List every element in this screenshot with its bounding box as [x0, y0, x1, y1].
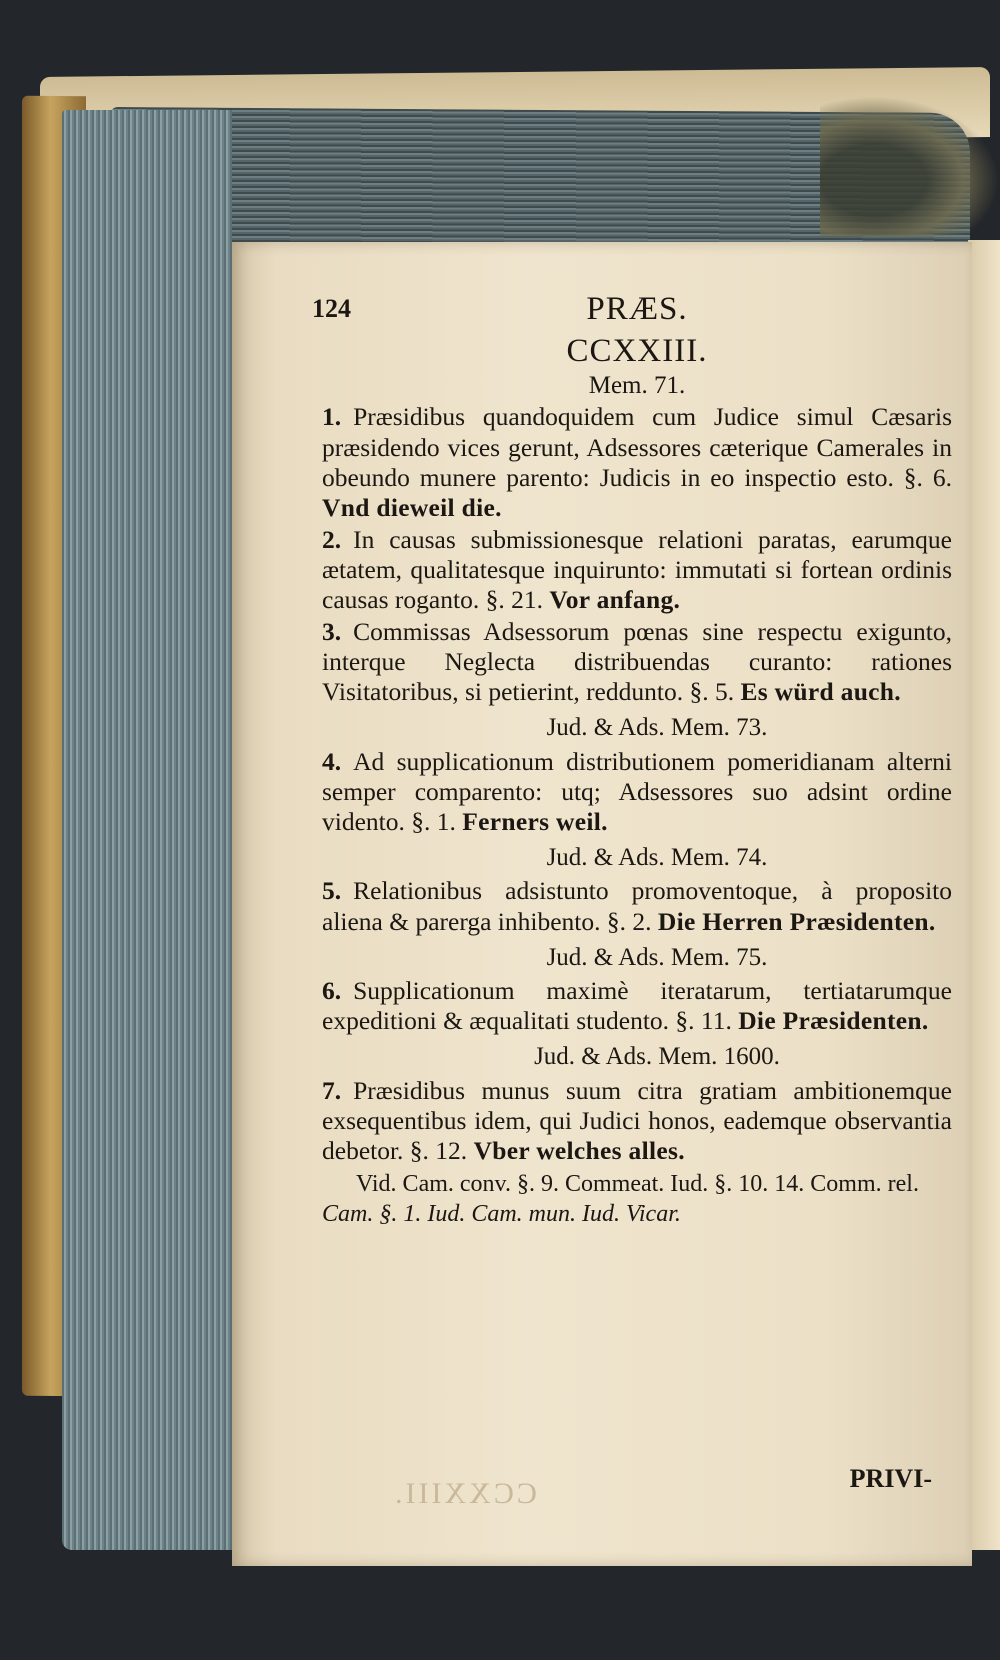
paragraph-german: Ferners weil. [462, 806, 608, 836]
paragraph-german: Vor anfang. [549, 584, 681, 614]
paragraph-number: 6. [322, 976, 342, 1006]
paragraph-1 [322, 402, 952, 522]
page-text [312, 288, 952, 1510]
paragraph-latin: Relationibus adsistunto promoventoque, à proposito aliena & parerga inhibento. §. 2. [322, 876, 952, 936]
paragraph-german: Es würd auch. [740, 677, 901, 707]
paragraph-number: 4. [322, 746, 342, 776]
paragraph-german: Vnd dieweil die. [322, 492, 502, 522]
paragraph-number: 2. [322, 524, 342, 554]
paragraph-4 [322, 747, 952, 837]
catchword: PRIVI- [849, 1464, 932, 1493]
paragraph-number: 1. [322, 402, 342, 432]
memo-reference: Mem. 71. [588, 371, 686, 399]
reference-heading: Jud. & Ads. Mem. 73. [546, 714, 768, 742]
page-edge [62, 110, 232, 1550]
page-number: 124 [312, 294, 351, 323]
see-also-line-continued: Cam. §. 1. Iud. Cam. mun. Iud. Vicar. [322, 1201, 681, 1228]
paragraph-latin: Supplicationum maximè iteratarum, tertiatarumque expeditioni & æqualitati studento. §. 11. [322, 976, 952, 1036]
paragraph-5 [322, 876, 952, 936]
facing-page-edge [968, 240, 1000, 1550]
paragraph-latin: Præsidibus munus suum citra gratiam ambitionemque exsequentibus idem, qui Judici honos, eademque observantia debetor. §. 12. [322, 1075, 952, 1165]
running-head: PRÆS. [586, 291, 688, 327]
paragraph-2 [322, 525, 952, 615]
page-header [312, 288, 952, 328]
paragraph-3 [322, 617, 952, 707]
ribbon-marker [820, 96, 1000, 236]
reference-heading: Jud. & Ads. Mem. 75. [546, 943, 768, 971]
paragraph-german: Die Præsidenten. [738, 1006, 929, 1036]
see-also-line: Vid. Cam. conv. §. 9. Commeat. Iud. §. 10. 14. Comm. rel. [356, 1171, 919, 1197]
reference-heading: Jud. & Ads. Mem. 1600. [534, 1043, 780, 1071]
section-title: CCXXIII. [566, 333, 708, 369]
paragraph-7 [322, 1076, 952, 1166]
reference-heading: Jud. & Ads. Mem. 74. [546, 843, 768, 871]
paragraph-number: 7. [322, 1075, 342, 1105]
paragraph-latin: Præsidibus quandoquidem cum Judice simul Cæsaris præsidendo vices gerunt, Adsessores cæterique Camerales in obeundo munere parento: Judicis in eo inspectio esto. §. 6. [322, 402, 952, 492]
paragraph-6 [322, 976, 952, 1036]
paragraph-latin: Commissas Adsessorum pœnas sine respectu exigunto, interque Neglecta distribuendas curanto: rationes Visitatoribus, si petierint, reddunto. §. 5. [322, 616, 952, 707]
paragraph-german: Die Herren Præsidenten. [657, 906, 936, 936]
paragraph-number: 3. [322, 616, 342, 646]
bleed-through-text: CCXXIII. [392, 1477, 537, 1510]
paragraph-latin: Ad supplicationum distributionem pomeridianam alterni semper comparento: utq; Adsessores suo adsint ordine vidento. §. 1. [322, 746, 952, 836]
paragraph-number: 5. [322, 876, 342, 906]
printed-page [232, 242, 972, 1566]
paragraph-german: Vber welches alles. [473, 1135, 685, 1165]
paragraph-latin: In causas submissionesque relationi paratas, earumque ætatem, qualitatesque inquirunto: immutati si fortean ordinis causas roganto. §. 21. [322, 524, 952, 614]
